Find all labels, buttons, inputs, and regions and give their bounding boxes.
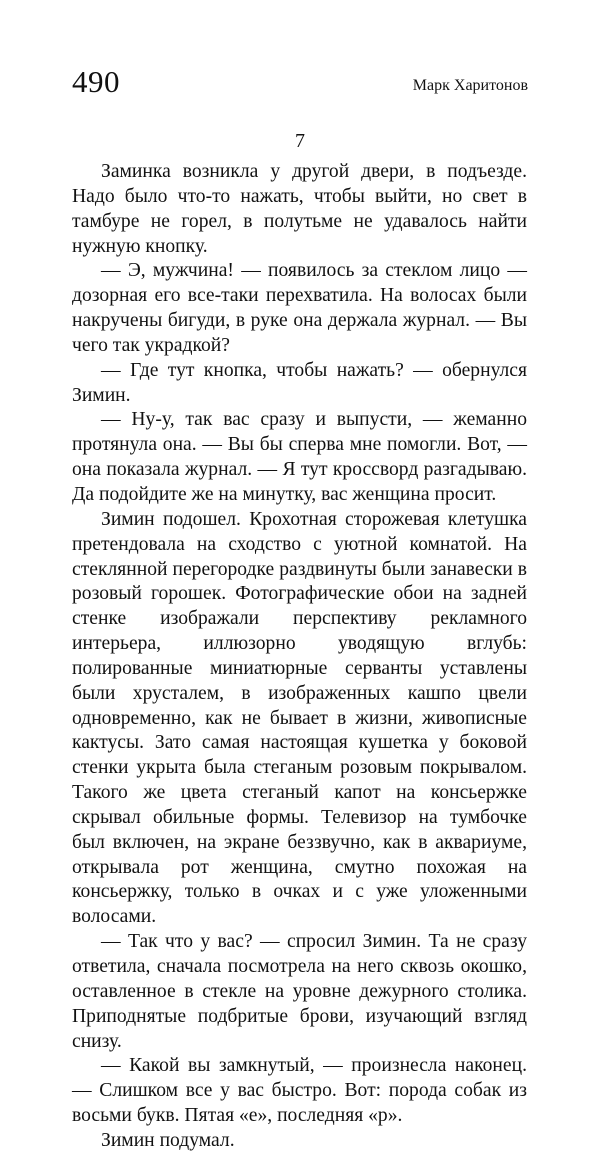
- paragraph: — Где тут кнопка, чтобы нажать? — обернулся Зимин.: [72, 359, 527, 406]
- paragraph: — Какой вы замкнутый, — произнесла наконец. — Слишком все у вас быстро. Вот: порода собак из восьми букв. Пятая «е», последняя «р».: [72, 1055, 527, 1127]
- running-head-author: Марк Харитонов: [412, 77, 528, 94]
- paragraph: — Так что у вас? — спросил Зимин. Та не сразу ответила, сначала посмотрела на него сквозь окошко, оставленное в стекле на уровне дежурного столика. Приподнятые подбритые брови, изучающий взгляд снизу.: [72, 931, 527, 1052]
- paragraph: — Ну-у, так вас сразу и выпусти, — жеманно протянула она. — Вы бы сперва мне помогли. Вот, — она показала журнал. — Я тут кроссворд разгадываю. Да подойдите же на минутку, вас женщина просит.: [72, 409, 527, 505]
- paragraph: — Э, мужчина! — появилось за стеклом лицо — дозорная его все-таки перехватила. На волосах были накручены бигуди, в руке она держала журнал. — Вы чего так украдкой?: [72, 260, 527, 356]
- paragraph: Зимин подумал.: [101, 1129, 235, 1151]
- body-text: [72, 160, 527, 1154]
- page-number: 490: [72, 64, 120, 99]
- paragraph: Заминка возникла у другой двери, в подъезде. Надо было что-то нажать, чтобы выйти, но свет в тамбуре не горел, в полутьме не удавалось найти нужную кнопку.: [72, 161, 527, 257]
- paragraph: Зимин подошел. Крохотная сторожевая клетушка претендовала на сходство с уютной комнатой. На стеклянной перегородке раздвинуты были занавески в розовый горошек. Фотографические обои на задней стенке изображали перспективу рекламного интерьера, иллюзорно уводящую вглубь: полированные миниатюрные серванты уставлены были хрусталем, в изображенных кашпо цвели одновременно, как не бывает в жизни, живописные кактусы. Зато самая настоящая кушетка у боковой стенки укрыта была стеганым розовым покрывалом. Такого же цвета стеганый капот на консьержке скрывал обильные формы. Телевизор на тумбочке был включен, на экране беззвучно, как в аквариуме, открывала рот женщина, смутно похожая на консьержку, только в очках и с уже уложенными волосами.: [72, 508, 527, 928]
- chapter-number: 7: [295, 130, 305, 152]
